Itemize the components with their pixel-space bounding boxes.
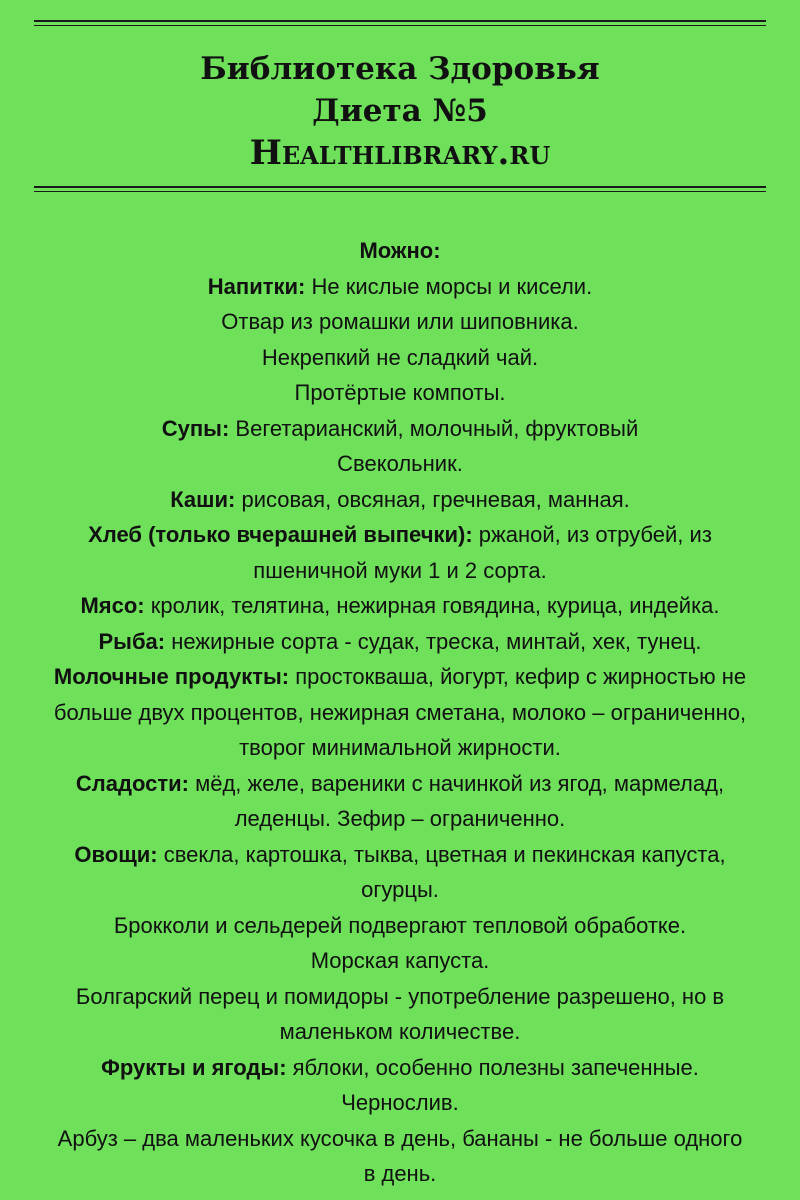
- library-title: Библиотека Здоровья: [200, 51, 600, 87]
- porridge-text: рисовая, овсяная, гречневая, манная.: [235, 486, 630, 512]
- dairy-text: простокваша, йогурт, кефир с жирностью не: [289, 664, 747, 689]
- drinks-line: [0, 269, 800, 305]
- porridge-line: [0, 482, 800, 518]
- bread-line: [0, 517, 800, 553]
- fruit-label: Фрукты и ягоды:: [101, 1054, 287, 1080]
- bread-line-2: пшеничной муки 1 и 2 сорта.: [253, 557, 547, 583]
- dairy-label: Молочные продукты:: [53, 664, 290, 689]
- fish-label: Рыба:: [98, 628, 166, 654]
- veg-text: свекла, картошка, тыква, цветная и пекинская капуста,: [157, 841, 726, 867]
- bread-label: Хлеб (только вчерашней выпечки):: [88, 522, 473, 547]
- drinks-label: Напитки:: [207, 273, 306, 299]
- veg-line-4: Морская капуста.: [310, 948, 490, 973]
- drinks-text: Не кислые морсы и кисели.: [305, 273, 593, 299]
- drinks-line-3: Некрепкий не сладкий чай.: [261, 344, 539, 370]
- site-name: Healthlibrary.ru: [249, 133, 551, 173]
- drinks-line-4: Протёртые компоты.: [294, 380, 506, 405]
- meat-text: кролик, телятина, нежирная говядина, курица, индейка.: [144, 593, 720, 618]
- veg-line: [0, 837, 800, 873]
- dairy-line: [0, 659, 800, 695]
- fish-text: нежирные сорта - судак, треска, минтай, хек, тунец.: [165, 628, 702, 654]
- top-double-rule: [34, 20, 766, 26]
- diet-title: Диета №5: [312, 93, 488, 129]
- veg-line-2: огурцы.: [361, 877, 439, 902]
- title-block: [34, 48, 766, 174]
- sweets-label: Сладости:: [75, 770, 189, 796]
- fruit-line-2: Чернослив.: [341, 1090, 459, 1115]
- fish-line: [0, 624, 800, 660]
- sweets-text: мёд, желе, вареники с начинкой из ягод, мармелад,: [188, 770, 725, 796]
- sweets-line: [0, 766, 800, 802]
- soups-label: Супы:: [161, 415, 230, 441]
- allowed-heading: Можно:: [359, 238, 441, 263]
- header-block: [34, 20, 766, 194]
- soups-text: Вегетарианский, молочный, фруктовый: [229, 415, 639, 441]
- fruit-line-3: Арбуз – два маленьких кусочка в день, бананы - не больше одного: [57, 1125, 743, 1151]
- soups-line-2: Свекольник.: [337, 451, 463, 476]
- dairy-line-2: больше двух процентов, нежирная сметана, молоко – ограниченно,: [53, 699, 747, 725]
- meat-label: Мясо:: [80, 593, 145, 618]
- dairy-line-3: творог минимальной жирности.: [239, 735, 561, 760]
- veg-line-6: маленьком количестве.: [279, 1019, 521, 1044]
- drinks-line-2: Отвар из ромашки или шиповника.: [221, 309, 579, 334]
- sweets-line-2: леденцы. Зефир – ограниченно.: [234, 806, 566, 831]
- fruit-line-4: в день.: [363, 1161, 437, 1186]
- porridge-label: Каши:: [170, 486, 236, 512]
- veg-line-5: Болгарский перец и помидоры - употребление разрешено, но в: [75, 983, 725, 1009]
- meat-line: [0, 588, 800, 624]
- veg-label: Овощи:: [74, 841, 158, 867]
- fruit-text: яблоки, особенно полезны запеченные.: [286, 1054, 699, 1080]
- bottom-double-rule: [34, 186, 766, 192]
- bread-text: ржаной, из отрубей, из: [472, 522, 712, 547]
- veg-line-3: Брокколи и сельдерей подвергают тепловой обработке.: [113, 912, 687, 938]
- diet-content: [0, 233, 800, 1192]
- fruit-line: [0, 1050, 800, 1086]
- soups-line: [0, 411, 800, 447]
